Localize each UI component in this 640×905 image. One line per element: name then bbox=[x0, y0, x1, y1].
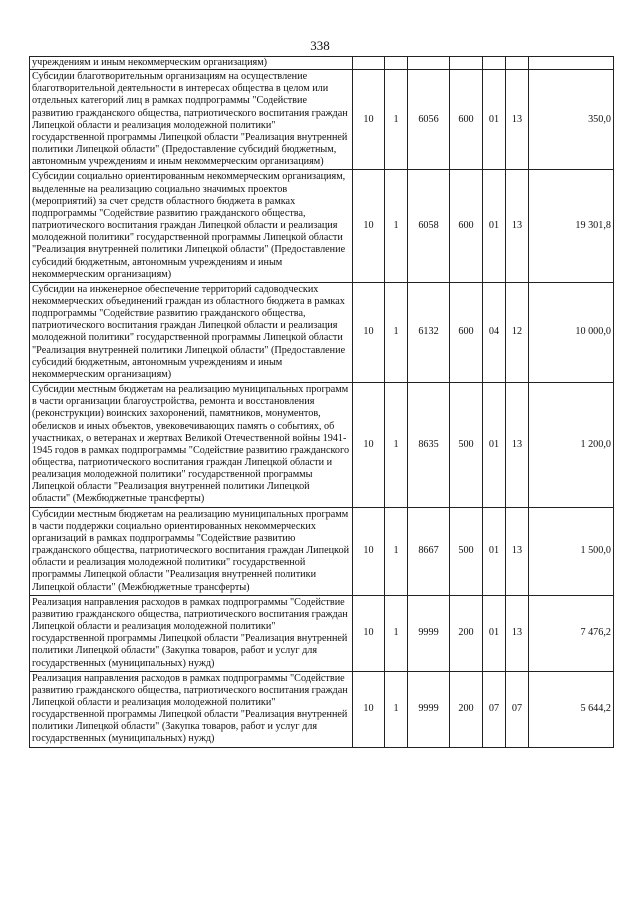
code-cell: 07 bbox=[483, 671, 506, 747]
code-cell: 8635 bbox=[408, 383, 450, 508]
expense-name-cell: Реализация направления расходов в рамках подпрограммы "Содействие развитию гражданского общества, патриотического воспитания граждан Липецкой области и реализация молодежной политики" государственной программы Липецкой области "Реализация внутренней политики Липецкой области" (Закупка товаров, работ и услуг для государственных (муниципальных) нужд) bbox=[30, 671, 353, 747]
code-cell: 01 bbox=[483, 170, 506, 282]
code-cell: 13 bbox=[506, 170, 529, 282]
budget-table bbox=[29, 56, 614, 748]
amount-cell: 350,0 bbox=[529, 70, 614, 170]
code-cell: 1 bbox=[385, 70, 408, 170]
expense-name-cell: Субсидии местным бюджетам на реализацию муниципальных программ в части организации благоустройства, ремонта и восстановления (реконструкции) воинских захоронений, памятников, монументов, обелисков и иных объектов, увековечивающих память о событиях, об участниках, о ветеранах и жертвах Великой Отечественной войны 1941-1945 годов в рамках подпрограммы "Содействие развитию гражданского общества, патриотического воспитания граждан Липецкой области и реализация молодежной политики" государственной программы Липецкой области "Реализация внутренней политики Липецкой области" (Межбюджетные трансферты) bbox=[30, 383, 353, 508]
code-cell: 600 bbox=[450, 282, 483, 382]
code-cell: 1 bbox=[385, 595, 408, 671]
code-cell: 1 bbox=[385, 282, 408, 382]
amount-cell: 10 000,0 bbox=[529, 282, 614, 382]
table-row bbox=[30, 383, 614, 508]
code-cell: 600 bbox=[450, 170, 483, 282]
table-row bbox=[30, 70, 614, 170]
code-cell: 1 bbox=[385, 507, 408, 595]
code-cell: 6056 bbox=[408, 70, 450, 170]
expense-name-cell: Субсидии местным бюджетам на реализацию муниципальных программ в части поддержки социально ориентированных некоммерческих организаций в рамках подпрограммы "Содействие развитию гражданского общества, патриотического воспитания граждан Липецкой области и реализация молодежной политики" государственной программы Липецкой области "Реализация внутренней политики Липецкой области" (Межбюджетные трансферты) bbox=[30, 507, 353, 595]
code-cell: 13 bbox=[506, 507, 529, 595]
code-cell: 10 bbox=[353, 282, 385, 382]
code-cell: 500 bbox=[450, 383, 483, 508]
code-cell bbox=[408, 57, 450, 70]
table-row bbox=[30, 671, 614, 747]
amount-cell: 1 500,0 bbox=[529, 507, 614, 595]
code-cell: 13 bbox=[506, 383, 529, 508]
code-cell bbox=[506, 57, 529, 70]
amount-cell: 1 200,0 bbox=[529, 383, 614, 508]
code-cell: 13 bbox=[506, 70, 529, 170]
code-cell: 8667 bbox=[408, 507, 450, 595]
code-cell: 10 bbox=[353, 170, 385, 282]
code-cell: 10 bbox=[353, 595, 385, 671]
code-cell: 12 bbox=[506, 282, 529, 382]
table-row bbox=[30, 170, 614, 282]
code-cell: 500 bbox=[450, 507, 483, 595]
table-row bbox=[30, 507, 614, 595]
expense-name-cell: учреждениям и иным некоммерческим организациям) bbox=[30, 57, 353, 70]
code-cell bbox=[483, 57, 506, 70]
code-cell: 07 bbox=[506, 671, 529, 747]
code-cell: 6132 bbox=[408, 282, 450, 382]
table-row bbox=[30, 282, 614, 382]
expense-name-cell: Субсидии на инженерное обеспечение территорий садоводческих некоммерческих объединений граждан из областного бюджета в рамках подпрограммы "Содействие развитию гражданского общества, патриотического воспитания граждан Липецкой области и реализация молодежной политики" государственной программы Липецкой области "Реализация внутренней политики Липецкой области" (Предоставление субсидий бюджетным, автономным учреждениям и иным некоммерческим организациям) bbox=[30, 282, 353, 382]
table-row bbox=[30, 57, 614, 70]
amount-cell: 19 301,8 bbox=[529, 170, 614, 282]
code-cell: 1 bbox=[385, 383, 408, 508]
code-cell: 10 bbox=[353, 70, 385, 170]
code-cell: 10 bbox=[353, 671, 385, 747]
code-cell bbox=[450, 57, 483, 70]
code-cell: 9999 bbox=[408, 595, 450, 671]
code-cell: 200 bbox=[450, 671, 483, 747]
code-cell: 1 bbox=[385, 671, 408, 747]
code-cell: 01 bbox=[483, 70, 506, 170]
code-cell: 10 bbox=[353, 383, 385, 508]
code-cell: 200 bbox=[450, 595, 483, 671]
amount-cell: 7 476,2 bbox=[529, 595, 614, 671]
code-cell: 600 bbox=[450, 70, 483, 170]
code-cell: 9999 bbox=[408, 671, 450, 747]
page-number: 338 bbox=[310, 38, 330, 53]
code-cell: 1 bbox=[385, 170, 408, 282]
code-cell: 04 bbox=[483, 282, 506, 382]
expense-name-cell: Субсидии социально ориентированным некоммерческим организациям, выделенные на реализацию социально значимых проектов (мероприятий) за счет средств областного бюджета в рамках подпрограммы "Содействие развитию гражданского общества, патриотического воспитания граждан Липецкой области и реализация молодежной политики" государственной программы Липецкой области "Реализация внутренней политики Липецкой области" (Предоставление субсидий бюджетным, автономным учреждениям и иным некоммерческим организациям) bbox=[30, 170, 353, 282]
code-cell: 13 bbox=[506, 595, 529, 671]
expense-name-cell: Субсидии благотворительным организациям на осуществление благотворительной деятельности в интересах общества в целом или отдельных категорий лиц в рамках подпрограммы "Содействие развитию гражданского общества, патриотического воспитания граждан Липецкой области и реализация молодежной политики" государственной программы Липецкой области "Реализация внутренней политики Липецкой области" (Предоставление субсидий бюджетным, автономным учреждениям и иным некоммерческим организациям) bbox=[30, 70, 353, 170]
code-cell bbox=[353, 57, 385, 70]
code-cell: 6058 bbox=[408, 170, 450, 282]
amount-cell: 5 644,2 bbox=[529, 671, 614, 747]
code-cell: 01 bbox=[483, 595, 506, 671]
code-cell bbox=[385, 57, 408, 70]
code-cell: 01 bbox=[483, 507, 506, 595]
code-cell: 10 bbox=[353, 507, 385, 595]
table-row bbox=[30, 595, 614, 671]
code-cell: 01 bbox=[483, 383, 506, 508]
expense-name-cell: Реализация направления расходов в рамках подпрограммы "Содействие развитию гражданского общества, патриотического воспитания граждан Липецкой области и реализация молодежной политики" государственной программы Липецкой области "Реализация внутренней политики Липецкой области" (Закупка товаров, работ и услуг для государственных (муниципальных) нужд) bbox=[30, 595, 353, 671]
amount-cell bbox=[529, 57, 614, 70]
